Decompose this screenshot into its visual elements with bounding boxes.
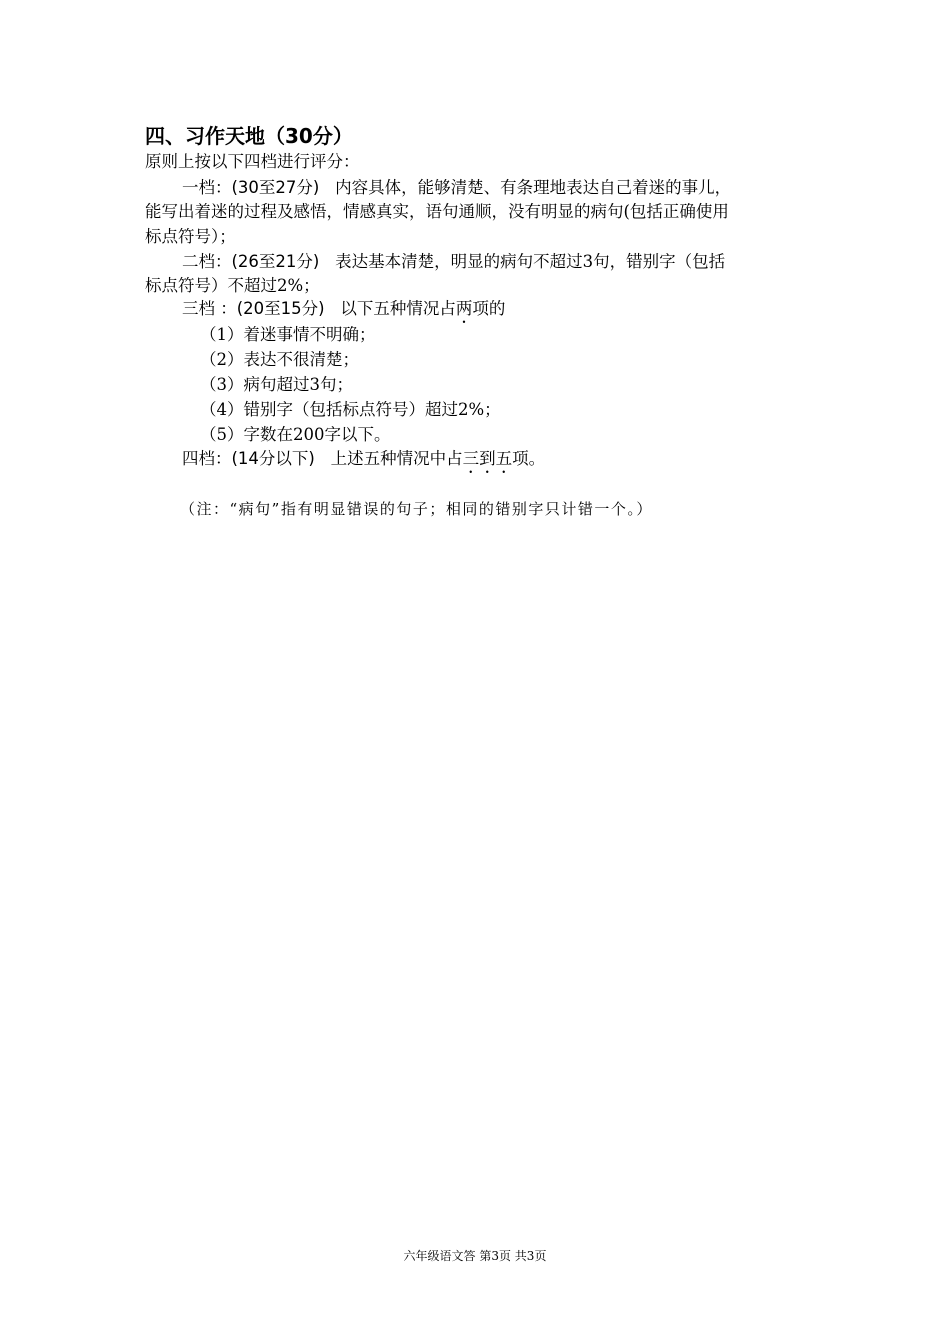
- grade-4-text-before: 上述五种情况中占: [330, 449, 463, 468]
- grade-4-emphasis: 三到五: [462, 449, 513, 468]
- grade-4-line-1: [182, 447, 545, 477]
- grade-3-item-3: （3）病句超过3句；: [200, 375, 353, 394]
- grade-1-text: 内容具体，能够清楚、有条理地表达自己着迷的事儿，: [335, 178, 732, 197]
- grade-3-text-before: 以下五种情况占: [340, 299, 456, 318]
- grade-1-label: 一档：(30至27分): [182, 178, 320, 197]
- grade-1-line-1: [182, 176, 731, 200]
- grade-3-text-after: 项的: [472, 299, 506, 318]
- note: （注：“病句”指有明显错误的句子；相同的错别字只计错一个。）: [180, 500, 653, 518]
- grade-3-item-4: （4）错别字（包括标点符号）超过2%；: [200, 400, 501, 419]
- grade-1-line-2: 能写出着迷的过程及感悟，情感真实，语句通顺，没有明显的病句(包括正确使用: [145, 202, 729, 221]
- grade-4-text-after: 项。: [512, 449, 546, 468]
- grade-2-line-2: 标点符号）不超过2%；: [145, 276, 320, 295]
- grade-3-label: 三档 ：(20至15分): [182, 299, 325, 318]
- section-title: 四、习作天地（30分）: [145, 124, 353, 148]
- grade-3-item-1: （1）着迷事情不明确；: [200, 325, 376, 344]
- grade-3-emphasis: 两: [455, 299, 473, 318]
- grade-1-line-3: 标点符号）；: [145, 227, 236, 246]
- page-footer: 六年级语文答 第3页 共3页: [403, 1249, 547, 1263]
- grade-2-line-1: [182, 250, 725, 274]
- grade-3-item-2: （2）表达不很清楚；: [200, 350, 359, 369]
- scoring-principle: 原则上按以下四档进行评分：: [145, 152, 360, 171]
- grade-2-text: 表达基本清楚，明显的病句不超过3句，错别字（包括: [335, 252, 726, 271]
- grade-2-label: 二档：(26至21分): [182, 252, 320, 271]
- grade-4-label: 四档：(14分以下): [182, 449, 315, 468]
- grade-3-item-5: （5）字数在200字以下。: [200, 425, 391, 444]
